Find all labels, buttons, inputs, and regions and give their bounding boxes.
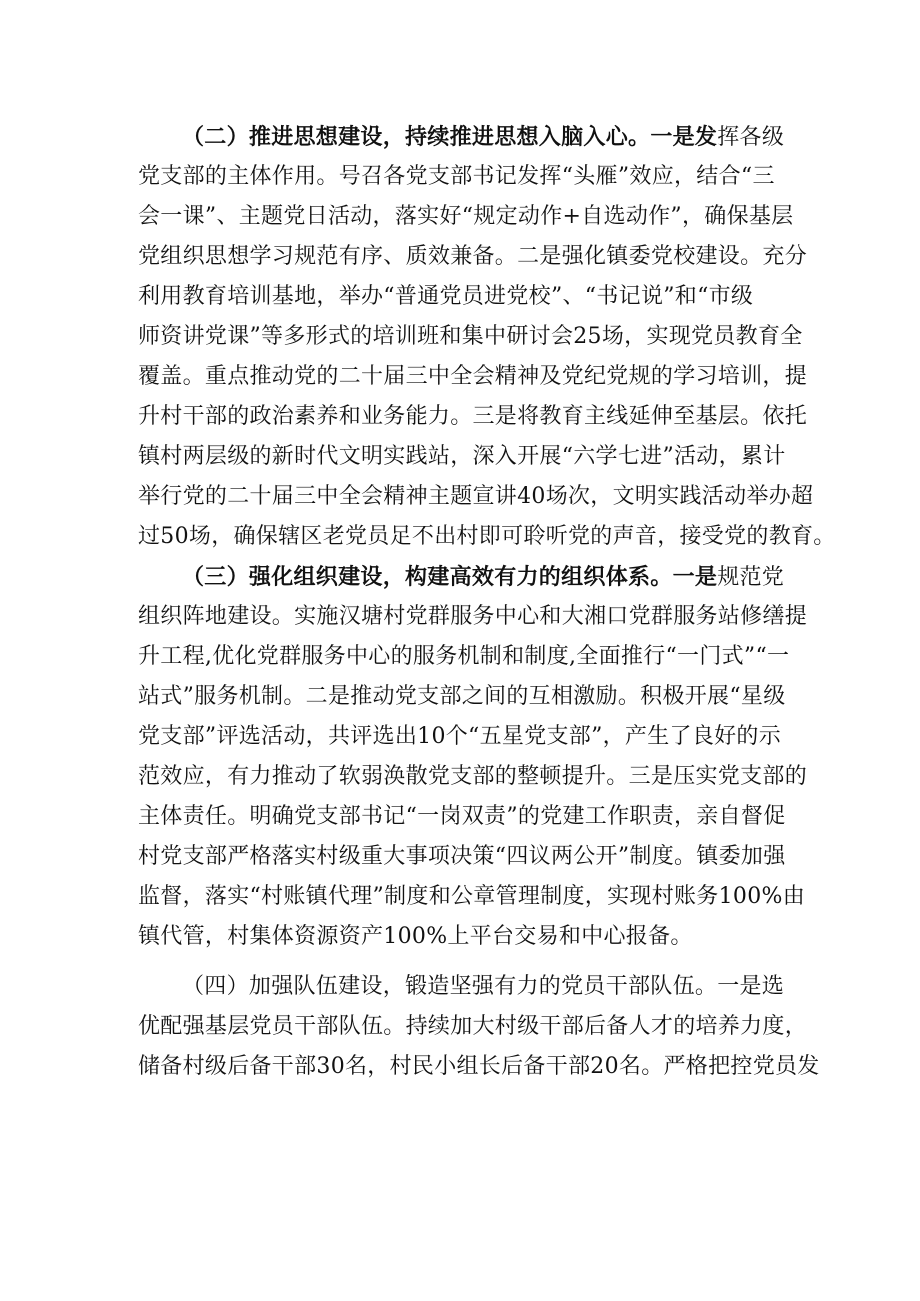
text-line bbox=[138, 117, 788, 157]
text-line: 利用教育培训基地，举办“普通党员进党校”、“书记说”和“市级 bbox=[138, 284, 754, 309]
text-line: 镇村两层级的新时代文明实践站，深入开展“六学七进”活动，累计 bbox=[138, 444, 786, 469]
text-line: 师资讲党课”等多形式的培训班和集中研讨会25场，实现党员教育全 bbox=[138, 324, 803, 349]
text-line: 组织阵地建设。实施汉塘村党群服务中心和大湘口党群服务站修缮提 bbox=[138, 604, 808, 629]
paragraph-gap bbox=[138, 957, 788, 967]
text-line bbox=[138, 557, 788, 597]
text-run: 规范党 bbox=[717, 565, 785, 590]
text-line: 过50场，确保辖区老党员足不出村即可聆听党的声音，接受党的教育。 bbox=[138, 524, 836, 549]
text-line: 会一课”、主题党日活动，落实好“规定动作+自选动作”，确保基层 bbox=[138, 204, 794, 229]
text-line: 升村干部的政治素养和业务能力。三是将教育主线延伸至基层。依托 bbox=[138, 404, 808, 429]
paragraph-2 bbox=[138, 117, 836, 557]
text-line: 范效应，有力推动了软弱涣散党支部的整顿提升。三是压实党支部的 bbox=[138, 764, 808, 789]
document-body bbox=[138, 117, 836, 1087]
paragraph-3 bbox=[138, 557, 808, 957]
text-line: 村党支部严格落实村级重大事项决策“四议两公开”制度。镇委加强 bbox=[138, 844, 786, 869]
text-line: 党支部”评选活动，共评选出10个“五星党支部”，产生了良好的示 bbox=[138, 724, 782, 749]
text-run: 一是发 bbox=[650, 124, 718, 150]
text-line: 监督，落实“村账镇代理”制度和公章管理制度，实现村账务100%由 bbox=[138, 884, 805, 909]
text-run: 挥各级 bbox=[717, 125, 785, 150]
text-line: 党组织思想学习规范有序、质效兼备。二是强化镇委党校建设。充分 bbox=[138, 244, 808, 269]
text-line: 覆盖。重点推动党的二十届三中全会精神及党纪党规的学习培训，提 bbox=[138, 364, 808, 389]
text-line: 储备村级后备干部30名，村民小组长后备干部20名。严格把控党员发 bbox=[138, 1054, 820, 1079]
text-line: 主体责任。明确党支部书记“一岗双责”的党建工作职责，亲自督促 bbox=[138, 804, 786, 829]
text-line: 镇代管，村集体资源资产100%上平台交易和中心报备。 bbox=[138, 924, 693, 949]
text-line: 升工程,优化党群服务中心的服务机制和制度,全面推行“一门式”“一 bbox=[138, 644, 790, 669]
text-line: （四）加强队伍建设，锻造坚强有力的党员干部队伍。一是选 bbox=[182, 974, 785, 999]
text-line: 站式”服务机制。二是推动党支部之间的互相激励。积极开展“星级 bbox=[138, 684, 786, 709]
text-line: 举行党的二十届三中全会精神主题宣讲40场次，文明实践活动举办超 bbox=[138, 484, 814, 509]
paragraph-4 bbox=[138, 967, 820, 1087]
text-line: 优配强基层党员干部队伍。持续加大村级干部后备人才的培养力度， bbox=[138, 1014, 808, 1039]
text-line: 党支部的主体作用。号召各党支部书记发挥“头雁”效应，结合“三 bbox=[138, 164, 775, 189]
text-run: （二）推进思想建设，持续推进思想入脑入心。 bbox=[182, 124, 651, 150]
text-run: （三）强化组织建设，构建高效有力的组织体系。一是 bbox=[182, 564, 718, 590]
